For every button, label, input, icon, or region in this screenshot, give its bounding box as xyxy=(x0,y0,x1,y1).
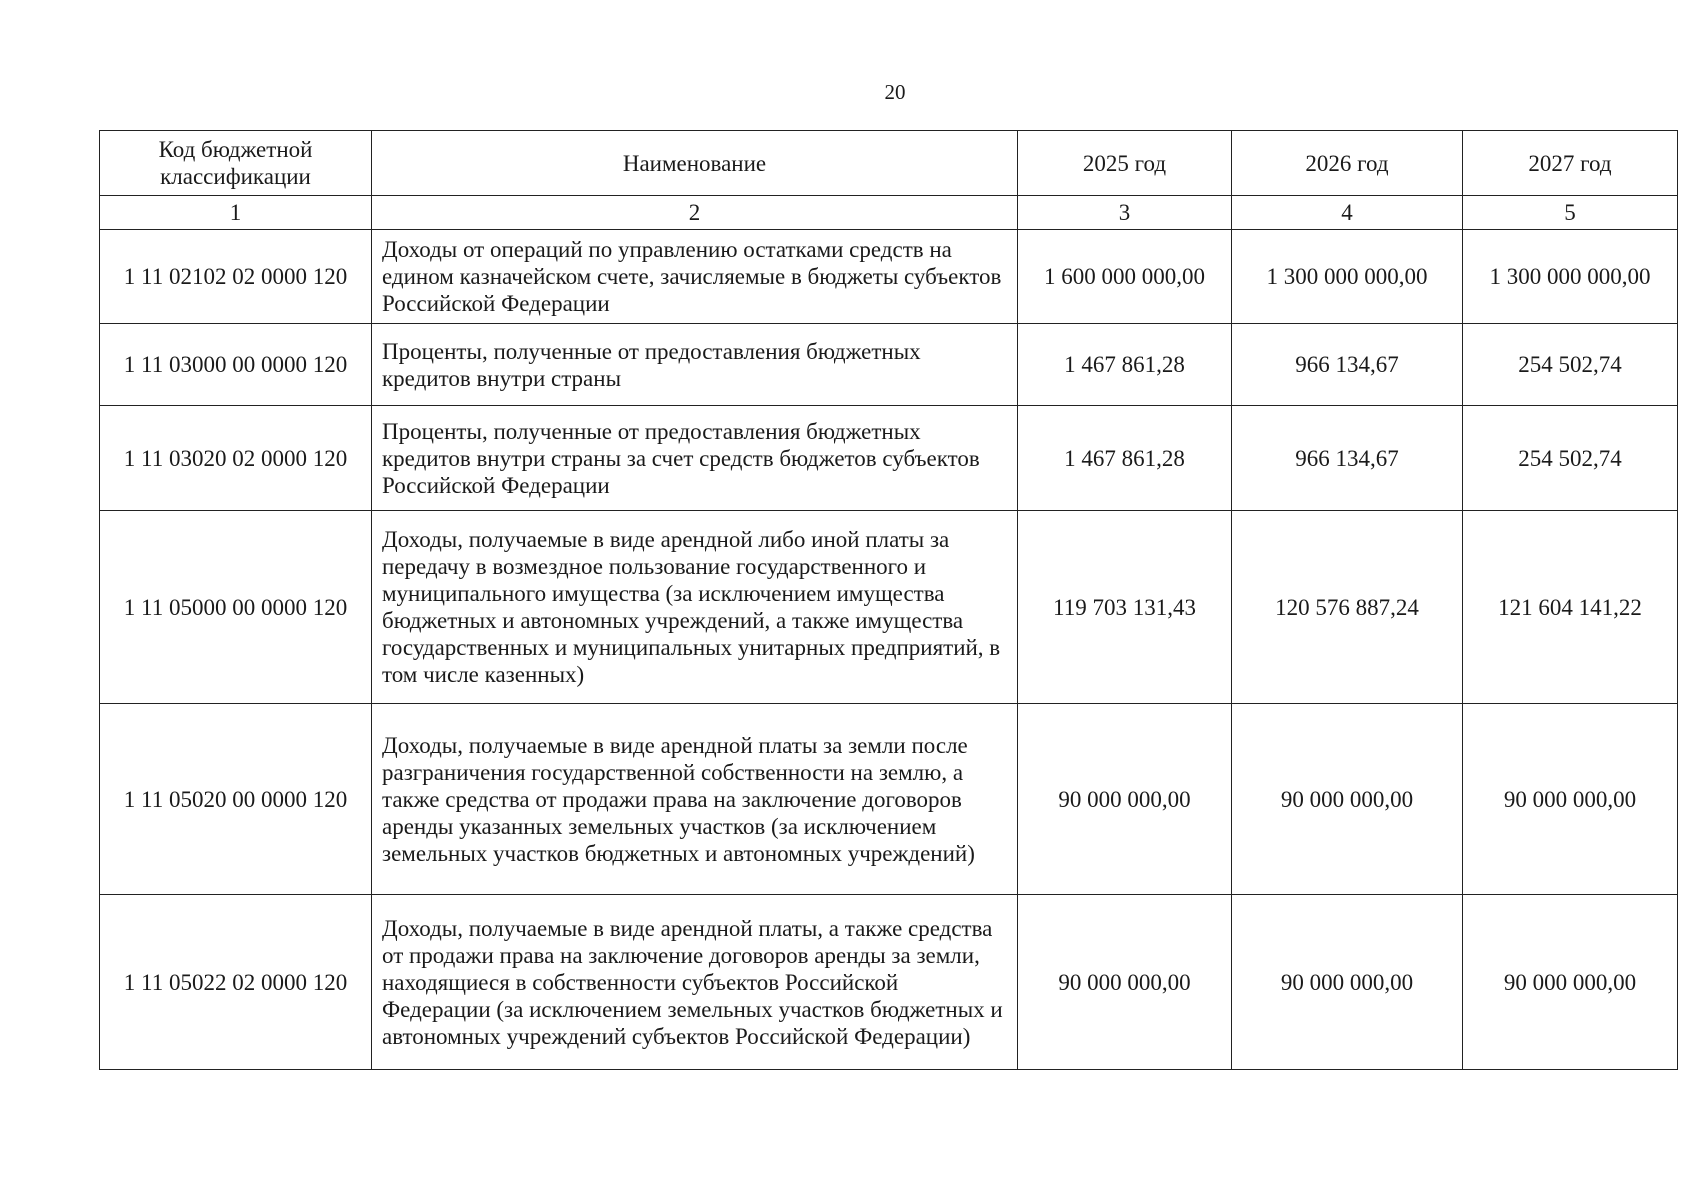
table-body xyxy=(100,230,1678,1070)
header-name: Наименование xyxy=(372,131,1018,196)
column-number: 3 xyxy=(1018,196,1232,230)
column-number: 1 xyxy=(100,196,372,230)
amount-2026-cell: 120 576 887,24 xyxy=(1232,511,1463,704)
amount-2026-cell: 966 134,67 xyxy=(1232,324,1463,406)
page-number: 20 xyxy=(884,80,906,104)
header-row xyxy=(100,131,1678,196)
amount-2027-cell: 90 000 000,00 xyxy=(1463,704,1678,895)
amount-2027-cell: 254 502,74 xyxy=(1463,324,1678,406)
amount-2025-cell: 1 467 861,28 xyxy=(1018,324,1232,406)
budget-code-cell: 1 11 03020 02 0000 120 xyxy=(100,406,372,511)
name-cell: Доходы от операций по управлению остатками средств на едином казначейском счете, зачисляемые в бюджеты субъектов Российской Федерации xyxy=(372,230,1018,324)
amount-2025-cell: 119 703 131,43 xyxy=(1018,511,1232,704)
table-row xyxy=(100,511,1678,704)
header-2027: 2027 год xyxy=(1463,131,1678,196)
amount-2027-cell: 121 604 141,22 xyxy=(1463,511,1678,704)
amount-2027-cell: 254 502,74 xyxy=(1463,406,1678,511)
amount-2025-cell: 90 000 000,00 xyxy=(1018,704,1232,895)
column-number-row xyxy=(100,196,1678,230)
table-row xyxy=(100,406,1678,511)
name-cell: Проценты, полученные от предоставления бюджетных кредитов внутри страны xyxy=(372,324,1018,406)
table-row xyxy=(100,324,1678,406)
header-2026: 2026 год xyxy=(1232,131,1463,196)
name-cell: Доходы, получаемые в виде арендной либо иной платы за передачу в возмездное пользование государственного и муниципального имущества (за исключением имущества бюджетных и автономных учреждений, а также имущества государственных и муниципальных унитарных предприятий, в том числе казенных) xyxy=(372,511,1018,704)
header-code: Код бюджетной классификации xyxy=(100,131,372,196)
amount-2026-cell: 1 300 000 000,00 xyxy=(1232,230,1463,324)
budget-code-cell: 1 11 05020 00 0000 120 xyxy=(100,704,372,895)
amount-2027-cell: 90 000 000,00 xyxy=(1463,895,1678,1070)
budget-code-cell: 1 11 05000 00 0000 120 xyxy=(100,511,372,704)
amount-2026-cell: 966 134,67 xyxy=(1232,406,1463,511)
budget-code-cell: 1 11 03000 00 0000 120 xyxy=(100,324,372,406)
budget-code-cell: 1 11 05022 02 0000 120 xyxy=(100,895,372,1070)
table-header xyxy=(100,131,1678,230)
table-row xyxy=(100,230,1678,324)
budget-code-cell: 1 11 02102 02 0000 120 xyxy=(100,230,372,324)
header-2025: 2025 год xyxy=(1018,131,1232,196)
name-cell: Доходы, получаемые в виде арендной платы, а также средства от продажи права на заключение договоров аренды за земли, находящиеся в собственности субъектов Российской Федерации (за исключением земельных участков бюджетных и автономных учреждений субъектов Российской Федерации) xyxy=(372,895,1018,1070)
name-cell: Доходы, получаемые в виде арендной платы за земли после разграничения государственной собственности на землю, а также средства от продажи права на заключение договоров аренды указанных земельных участков (за исключением земельных участков бюджетных и автономных учреждений) xyxy=(372,704,1018,895)
amount-2025-cell: 1 600 000 000,00 xyxy=(1018,230,1232,324)
amount-2026-cell: 90 000 000,00 xyxy=(1232,704,1463,895)
amount-2025-cell: 90 000 000,00 xyxy=(1018,895,1232,1070)
amount-2027-cell: 1 300 000 000,00 xyxy=(1463,230,1678,324)
column-number: 2 xyxy=(372,196,1018,230)
column-number: 4 xyxy=(1232,196,1463,230)
amount-2026-cell: 90 000 000,00 xyxy=(1232,895,1463,1070)
amount-2025-cell: 1 467 861,28 xyxy=(1018,406,1232,511)
column-number: 5 xyxy=(1463,196,1678,230)
table-row xyxy=(100,895,1678,1070)
budget-revenue-table xyxy=(99,130,1678,1070)
name-cell: Проценты, полученные от предоставления бюджетных кредитов внутри страны за счет средств бюджетов субъектов Российской Федерации xyxy=(372,406,1018,511)
table-row xyxy=(100,704,1678,895)
